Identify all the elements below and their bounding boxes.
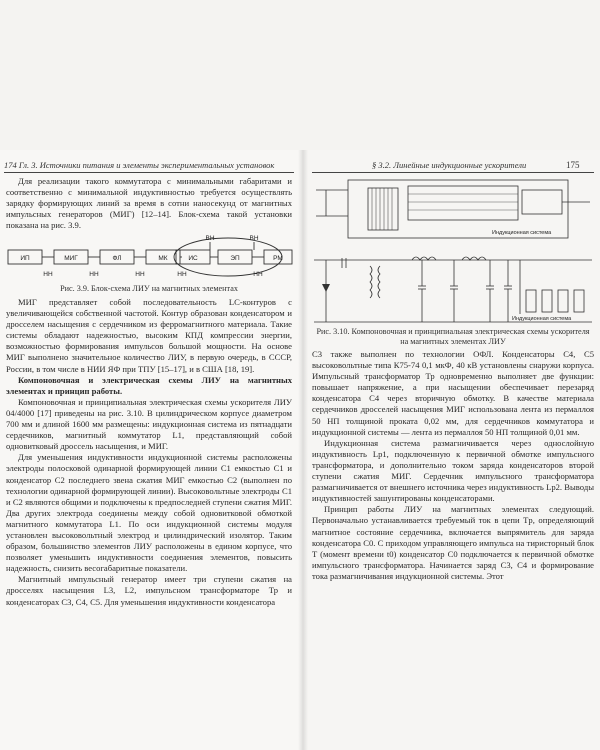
induction-cell-3	[558, 290, 568, 312]
paragraph-generator: Магнитный импульсный генератор имеет три ступени сжатия на дросселях насыщения L3, L2, импульсном трансформаторе Тр и конденсаторах C3, C4, C5. Для уменьшения индуктивности конденсатора	[6, 574, 292, 607]
induction-system-label: Индукционная система	[492, 230, 552, 236]
paragraph-operation: Принцип работы ЛИУ на магнитных элементах следующий. Первоначально устанавливается требуемый ток в цепи Tp, определяющий магнитное состояние сердечника, включается выпрямитель для заряда конденсатора C0. С приходом управляющего импульса на тиристорный блок T (момент времени t0) конденсатор C0 подключается к первичной обмотке импульсного трансформатора. Начинается заряд C3, C4 и формирование тока размагничивания индукционной системы. Этот	[312, 504, 594, 581]
induction-cell-2	[542, 290, 552, 312]
induction-system-label-2: Индукционная система	[512, 316, 572, 322]
top-label-vn-1: ВН	[205, 235, 215, 242]
intro-text: Для реализации такого коммутатора с минимальными габаритами и соответственно с минимальной индуктивностью требуется осуществлять зарядку формирующих линий за время в сотни наносекунд от магнитных импульсных генераторов (МИГ) [12–14]. Блок-схема такой установки показана на рис. 3.9.	[6, 176, 292, 231]
bottom-label-nn-3: НН	[135, 271, 145, 278]
paragraph-demagnetization: Индукционная система размагничивается через однослойную индуктивность Lp1, подключенную к первичной обмотке импульсного трансформатора, и дополнительно током заряда конденсаторов второй ступени сжатия МИГ. Сердечник импульсного трансформатора размагничивается от внешнего источника через индуктивность Lp2. Выводы индуктивностей зашунтированы конденсаторами.	[312, 437, 594, 504]
block-mk-label: МК	[158, 255, 168, 262]
top-label-vn-2: ВН	[249, 235, 259, 242]
output-electrode	[522, 190, 562, 214]
section-title: Компоновочная и электрическая схемы ЛИУ на магнитных элементах и принцип работы.	[6, 374, 292, 396]
figure-3-9-block-diagram	[6, 232, 294, 280]
block-ep-label: ЭП	[230, 255, 240, 262]
paragraph-capacitors: C3 также выполнен по технологии ОФЛ. Конденсаторы C4, C5 высоковольтные типа К75-74 0,1 мкФ, 40 кВ установлены снаружи корпуса. Импульсный трансформатор Тр одновременно выполняет две функции: повышает напряжение, а при насыщении обеспечивает перезаряд конденсатора C4 через вторичную обмотку. В качестве материала сердечников дросселей насыщения МИГ использована лента из пермаллоя 50 НП толщиной проката 0,02 мм, для сердечников коммутатора и индукционной системы — лента из пермаллоя 50 НП толщиной 0,01 мм.	[312, 349, 594, 437]
paragraph-inductance: Для уменьшения индуктивности индукционной системы расположены электроды полосковой одинарной формирующей линии C1 емкостью C1 и конденсатор C2 последнего звена сжатия МИГ емкостью C2 (выполнен по технологии одинарной формирующей линии). Высоковольтные электроды C1 и C2 являются общими и подключены к предпоследней ступени сжатия МИГ. Два других электрода соединены между собой одновитковой обмоткой магнитного коммутатора L1. По оси индукционной системы модуля установлен высоковольтный электрод и цилиндрический изолятор. Таким образом, большинство элементов ЛИУ расположены в едином корпусе, что позволяет уменьшить индуктивности соединения элементов, повысить надежность, снизить весогабаритные показатели.	[6, 452, 292, 574]
block-ip-label: ИП	[20, 255, 30, 262]
figure-3-10-schematic	[312, 174, 594, 326]
figure-3-10-caption: Рис. 3.10. Компоновочная и принципиальная электрическая схемы ускорителя на магнитных элементах ЛИУ	[316, 327, 590, 346]
induction-cell-1	[526, 290, 536, 312]
right-body-text	[312, 349, 594, 582]
paragraph-layout: Компоновочная и принципиальная электрическая схемы ускорителя ЛИУ 04/4000 [17] приведены на рис. 3.10. В цилиндрическом корпусе диаметром 700 мм и длиной 1600 мм размещены: индукционная система из пятнадцати сердечников, магнитный коммутатор L1, представляющий собой одновитковый дроссель насыщения, и МИГ.	[6, 396, 292, 452]
right-page-header: § 3.2. Линейные индукционные ускорители	[372, 160, 527, 170]
thyristor-symbol	[322, 284, 330, 292]
left-body-text	[6, 297, 292, 608]
block-fl-label: ФЛ	[112, 255, 122, 262]
induction-core-stack	[408, 186, 518, 220]
right-page-number: 175	[566, 160, 580, 170]
block-mig-label: МИГ	[64, 255, 78, 262]
bottom-label-nn-1: НН	[43, 271, 53, 278]
bottom-label-nn-4: НН	[177, 271, 187, 278]
inductor-l3	[412, 257, 436, 260]
transformer-block	[368, 188, 398, 230]
figure-3-9-caption: Рис. 3.9. Блок-схема ЛИУ на магнитных элементах	[60, 284, 238, 293]
induction-cell-4	[574, 290, 584, 312]
bottom-label-nn-5: НН	[253, 271, 263, 278]
left-page-header: 174 Гл. 3. Источники питания и элементы экспериментальных установок	[4, 160, 275, 170]
block-rm-label: РМ	[273, 255, 283, 262]
left-header-rule	[4, 172, 294, 173]
inductor-l2	[462, 257, 486, 260]
paragraph-mig: МИГ представляет собой последовательность LC-контуров с увеличивающейся собственной частотой. Контур образован конденсатором и дросселем насыщения с сердечником из ферромагнитного материала. Такие системы обладают надежностью, высоким КПД компрессии энергии, возможностью формирования импульсов большой мощности. На основе МИГ выполнено значительное количество ЛИУ, в первую очередь, в СССР, России, в том числе в НИИ ЯФ при ТПУ [15–17], и в США [18, 19].	[6, 297, 292, 374]
transformer-coil	[370, 266, 372, 298]
block-is-label: ИС	[188, 255, 198, 262]
right-header-rule	[312, 172, 594, 173]
book-gutter	[298, 150, 308, 750]
left-intro-paragraph	[6, 176, 292, 231]
bottom-label-nn-2: НН	[89, 271, 99, 278]
